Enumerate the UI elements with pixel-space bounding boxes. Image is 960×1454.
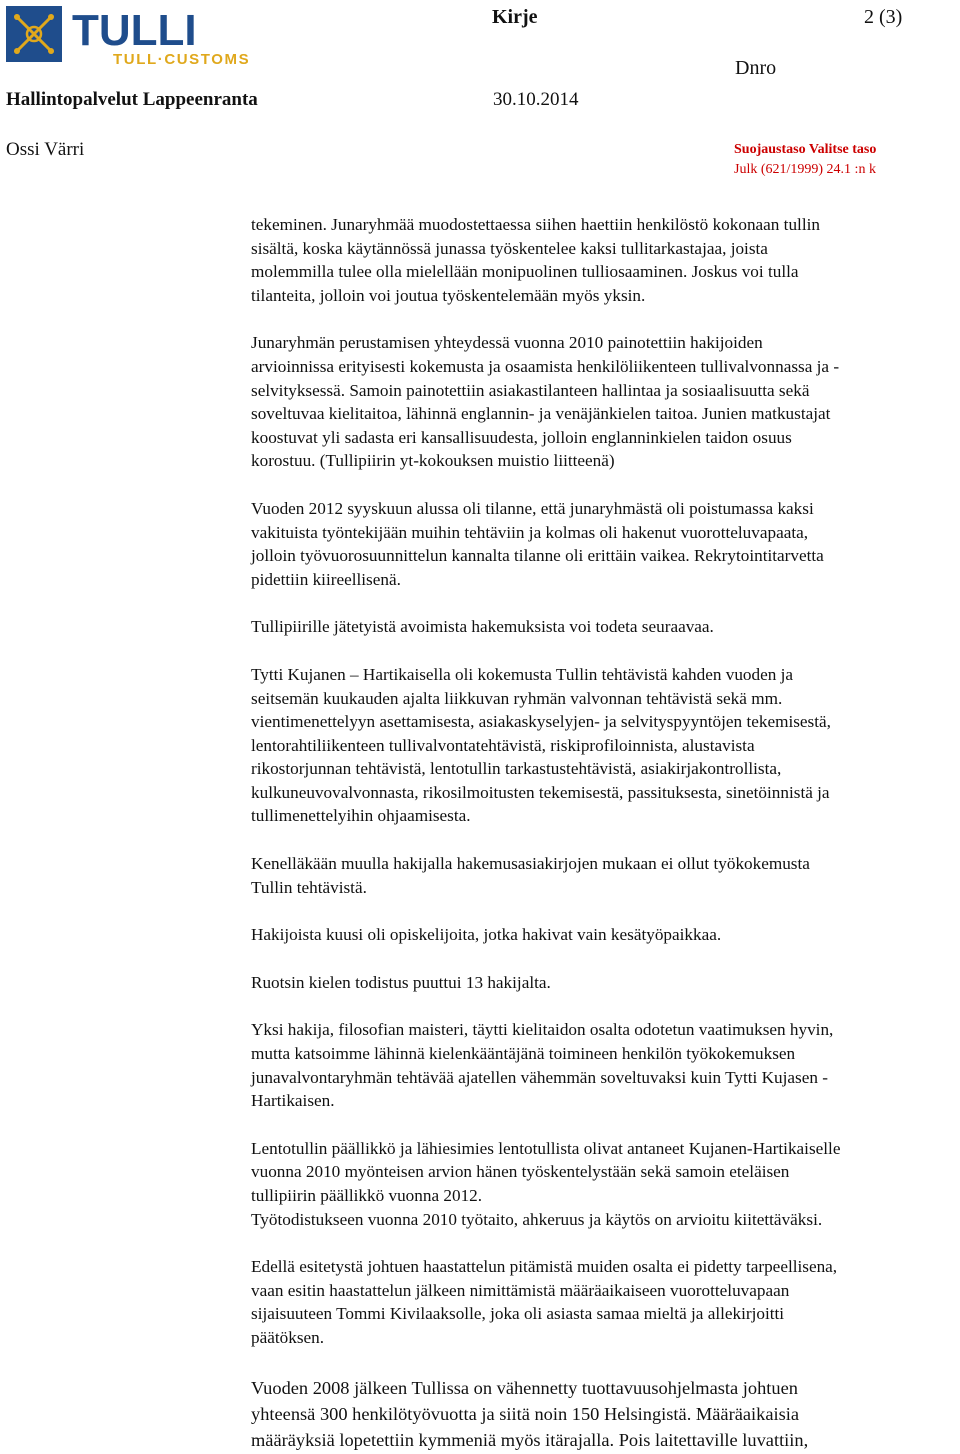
body-paragraph: Junaryhmän perustamisen yhteydessä vuonna 2010 painotettiin hakijoiden arvioinnissa erityisesti kokemusta ja osaamista henkilöliikenteen tullivalvonnassa ja - selvityksessä. Samoin painotettiin asiakastilanteen hallintaa ja sosiaalisuutta sekä soveltuvaa kielitaitoa, lähinnä englannin- ja venäjänkielen taitoa. Junien matkustajat koostuvat yli sadasta eri kansallisuudesta, jolloin englanninkielen taidon osuus korostuu. (Tullipiirin yt-kokouksen muistio liitteenä)	[251, 333, 840, 471]
body-paragraph: Lentotullin päällikkö ja lähiesimies lentotullista olivat antaneet Kujanen-Hartikaiselle vuonna 2010 myönteisen arvion hänen työskentelystään sekä samoin eteläisen tullipiirin päällikkö vuonna 2012. Työtodistukseen vuonna 2010 työtaito, ahkeruus ja käytös on arvioitu kiitettäväksi.	[251, 1138, 841, 1229]
document-date: 30.10.2014	[493, 89, 579, 110]
body-paragraph: Hakijoista kuusi oli opiskelijoita, jotka hakivat vain kesätyöpaikkaa.	[251, 925, 722, 945]
department-name: Hallintopalvelut Lappeenranta	[6, 89, 258, 110]
body-paragraph: Kenelläkään muulla hakijalla hakemusasiakirjojen mukaan ei ollut työkokemusta Tullin tehtävistä.	[251, 854, 810, 897]
security-law-reference: Julk (621/1999) 24.1 :n k	[734, 162, 876, 177]
dro-label: Dnro	[735, 57, 777, 79]
security-classification: Suojaustaso Valitse taso	[734, 142, 877, 157]
body-paragraph: Ruotsin kielen todistus puuttui 13 hakijalta.	[251, 972, 551, 992]
tulli-logo	[6, 6, 296, 70]
letter-body	[251, 213, 959, 1453]
body-paragraph: Tullipiirille jätetyistä avoimista hakemuksista voi todeta seuraavaa.	[251, 617, 714, 637]
page-number: 2 (3)	[864, 6, 903, 28]
document-type: Kirje	[492, 6, 538, 28]
logo-wordmark: TULLI	[72, 6, 197, 55]
author-name: Ossi Värri	[6, 139, 85, 160]
body-paragraph: Edellä esitetystä johtuen haastattelun pitämistä muiden osalta ei pidetty tarpeellisena, vaan esitin haastattelun jälkeen nimittämistä määräaikaiseen vuorotteluvapaan sijaisuuteen Tommi Kivilaaksolle, joka oli asiasta samaa mieltä ja allekirjoitti päätöksen.	[251, 1257, 838, 1347]
body-paragraph: Tytti Kujanen – Hartikaisella oli kokemusta Tullin tehtävistä kahden vuoden ja seitsemän kuukauden ajalta liikkuvan ryhmän valvonnan tehtävistä sekä mm. vientimenettelyyn asettamisesta, asiakaskyselyjen- ja selvityspyyntöjen tekemisestä, lentorahtiliikenteen tullivalvontatehtävistä, riskiprofiloinnista, alustavista rikostorjunnan tehtävistä, lentotullin tarkastustehtävistä, asiakirjakontrollista, kulkuneuvovalvonnasta, rikosilmoitusten tekemisestä, passituksesta, sinetöinnistä ja tullimenettelyihin ohjaamisesta.	[251, 664, 831, 826]
customs-emblem-icon	[6, 6, 62, 62]
body-paragraph: Yksi hakija, filosofian maisteri, täytti kielitaidon osalta odotetun vaatimuksen hyvin, mutta katsoimme lähinnä kielenkääntäjänä toimineen henkilön työkokemuksen junavalvontaryhmän tehtävää ajatellen vähemmän soveltuvaksi kuin Tytti Kujasen - Hartikaisen.	[251, 1020, 834, 1111]
body-paragraph: Vuoden 2012 syyskuun alussa oli tilanne, että junaryhmästä oli poistumassa kaksi vakituista työntekijään muihin tehtäviin ja kolmas oli hakenut vuorotteluvapaata, jolloin työvuorosuunnittelun kannalta tilanne oli erittäin vaikea. Rekrytointitarvetta pidettiin kiireellisenä.	[251, 498, 824, 589]
logo-subtitle: TULL·CUSTOMS	[113, 51, 251, 68]
body-paragraph: tekeminen. Junaryhmää muodostettaessa siihen haettiin henkilöstö kokonaan tullin sisältä, koska käytännössä junassa työskentelee kaksi tullitarkastajaa, joista molemmilla tulee olla mielellään monipuolinen tulliosaaminen. Joskus voi tulla tilanteita, jolloin voi joutua työskentelemään myös yksin.	[251, 215, 820, 305]
body-paragraph: Vuoden 2008 jälkeen Tullissa on vähennetty tuottavuusohjelmasta johtuen yhteensä 300 henkilötyövuotta ja siitä noin 150 Helsingistä. Määräaikaisia määräyksiä lopetettiin kymmeniä myös itärajalla. Pois laitettaville luvattiin,	[251, 1377, 809, 1450]
